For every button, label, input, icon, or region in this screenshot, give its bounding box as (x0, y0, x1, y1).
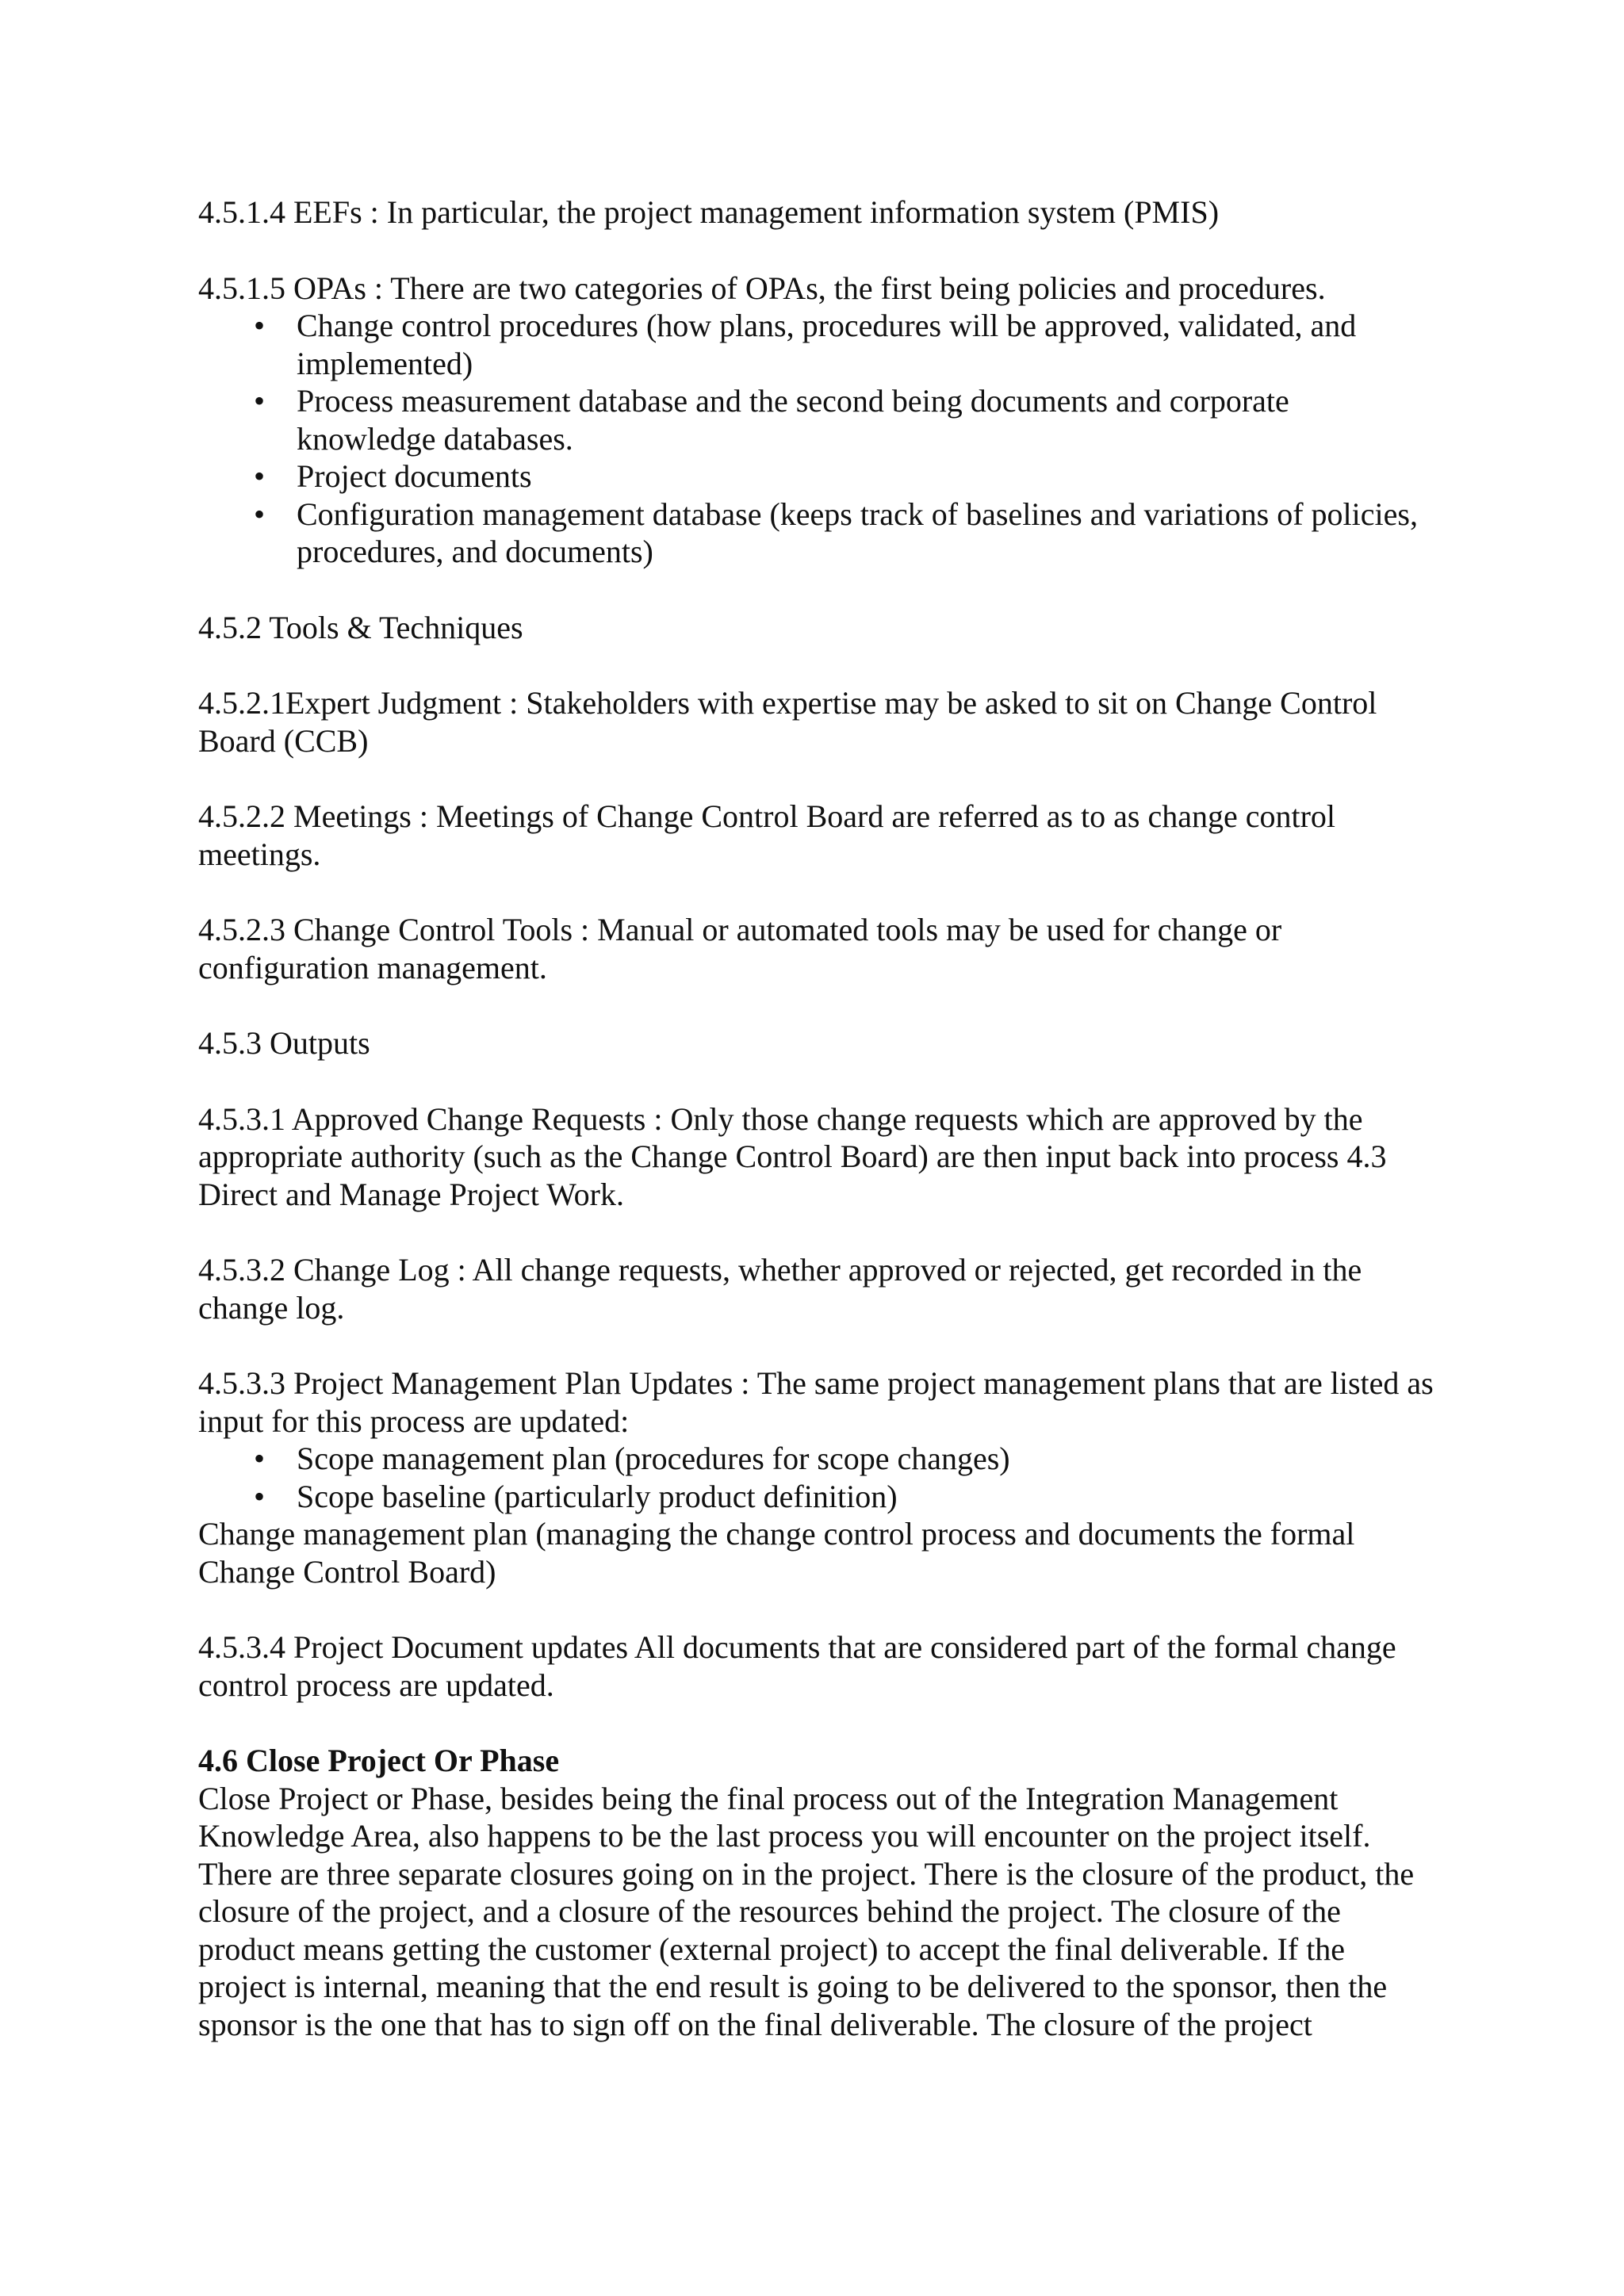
opas-bullet-list (198, 307, 1435, 571)
paragraph-opas: 4.5.1.5 OPAs : There are two categories of OPAs, the first being policies and procedures. (198, 270, 1326, 306)
paragraph-pm-plan-updates: 4.5.3.3 Project Management Plan Updates : The same project management plans that are listed as input for this process are updated: (198, 1365, 1434, 1439)
paragraph-close-project: Close Project or Phase, besides being the final process out of the Integration Management Knowledge Area, also happens to be the last process you will encounter on the project itself. There are three separate closures going on in the project. There is the closure of the product, the closure of the project, and a closure of the resources behind the project. The closure of the product means getting the customer (external project) to accept the final deliverable. If the project is internal, meaning that the end result is going to be delivered to the sponsor, then the sponsor is the one that has to sign off on the final deliverable. The closure of the project (198, 1780, 1415, 2042)
paragraph-expert-judgment: 4.5.2.1Expert Judgment : Stakeholders with expertise may be asked to sit on Change Control Board (CCB) (198, 685, 1377, 759)
paragraph-project-document-updates: 4.5.3.4 Project Document updates All documents that are considered part of the formal change control process are updated. (198, 1629, 1396, 1703)
bullet-icon: • (254, 496, 266, 532)
plan-updates-bullet-list (198, 1440, 1435, 1515)
list-item: • Configuration management database (keeps track of baselines and variations of policies, procedures, and documents) (254, 496, 1418, 569)
section-heading-close-project: 4.6 Close Project Or Phase (198, 1743, 560, 1778)
bullet-icon: • (254, 383, 266, 419)
section-title-outputs: 4.5.3 Outputs (198, 1025, 370, 1061)
bullet-icon: • (254, 308, 266, 343)
section-title-tools-techniques: 4.5.2 Tools & Techniques (198, 609, 523, 645)
list-item: • Scope management plan (procedures for scope changes) (254, 1441, 1010, 1476)
paragraph-eefs: 4.5.1.4 EEFs : In particular, the project management information system (PMIS) (198, 194, 1220, 230)
bullet-icon: • (254, 1478, 266, 1514)
bullet-icon: • (254, 1441, 266, 1476)
paragraph-change-control-tools: 4.5.2.3 Change Control Tools : Manual or automated tools may be used for change or configuration management. (198, 912, 1282, 985)
list-item: • Change control procedures (how plans, procedures will be approved, validated, and implemented) (254, 308, 1357, 381)
list-item: • Scope baseline (particularly product definition) (254, 1478, 898, 1514)
document-page (198, 193, 1435, 2081)
list-item: • Process measurement database and the second being documents and corporate knowledge databases. (254, 383, 1289, 457)
paragraph-change-log: 4.5.3.2 Change Log : All change requests, whether approved or rejected, get recorded in the change log. (198, 1252, 1362, 1326)
paragraph-change-management-plan: Change management plan (managing the change control process and documents the formal Change Control Board) (198, 1516, 1355, 1590)
paragraph-approved-change-requests: 4.5.3.1 Approved Change Requests : Only those change requests which are approved by the appropriate authority (such as the Change Control Board) are then input back into process 4.3 Direct and Manage Project Work. (198, 1100, 1387, 1212)
list-item: • Project documents (254, 458, 532, 494)
bullet-icon: • (254, 458, 266, 494)
paragraph-meetings: 4.5.2.2 Meetings : Meetings of Change Control Board are referred as to as change control meetings. (198, 798, 1336, 872)
